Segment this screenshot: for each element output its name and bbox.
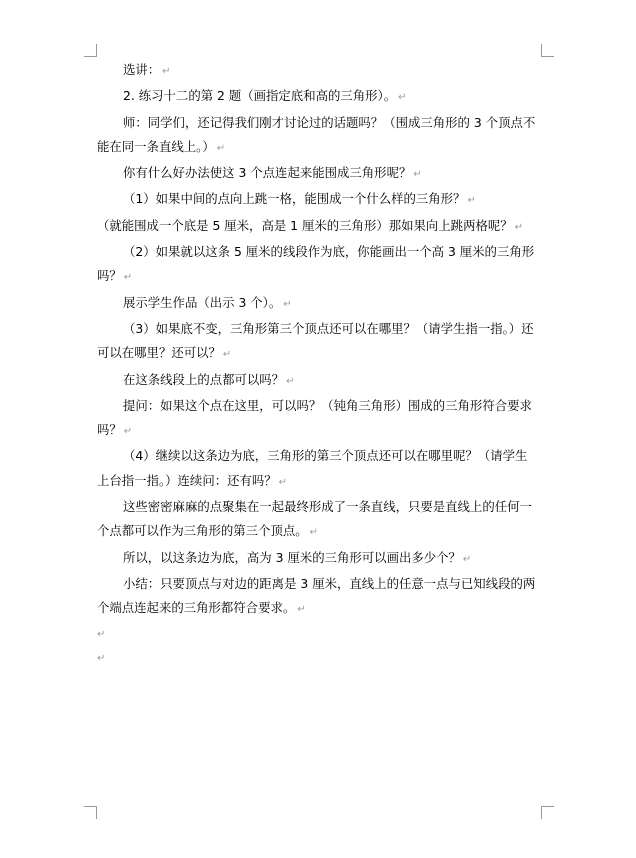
document-body[interactable]: [97, 58, 543, 671]
paragraph-line: 师：同学们，还记得我们刚才讨论过的话题吗？（围成三角形的 3 个顶点不: [123, 114, 536, 130]
paragraph-mark-icon: ↵: [222, 349, 232, 361]
paragraph-line: 所以，以这条边为底，高为 3 厘米的三角形可以画出多少个？ ↵: [123, 549, 472, 565]
paragraph-line: 个端点连起来的三角形都符合要求。 ↵: [97, 600, 306, 616]
paragraph-line: （2）如果就以这条 5 厘米的线段作为底，你能画出一个高 3 厘米的三角形: [123, 244, 535, 260]
paragraph-line: 展示学生作品（出示 3 个）。 ↵: [123, 294, 292, 310]
paragraph-line: 2. 练习十二的第 2 题（画指定底和高的三角形）。 ↵: [123, 88, 407, 104]
paragraph-mark-icon: ↵: [297, 604, 306, 616]
margin-corner-top-right: [541, 44, 554, 57]
paragraph-line: （3）如果底不变，三角形第三个顶点还可以在哪里？（请学生指一指。）还: [123, 320, 534, 336]
paragraph-mark-icon: ↵: [123, 426, 133, 438]
paragraph-mark-icon: ↵: [162, 66, 171, 77]
paragraph-line: 小结：只要顶点与对边的距离是 3 厘米，直线上的任意一点与已知线段的两: [123, 575, 536, 591]
empty-paragraph-mark-icon: ↵: [97, 628, 106, 640]
paragraph-line: 个点都可以作为三角形的第三个顶点。 ↵: [97, 523, 319, 539]
paragraph-mark-icon: ↵: [467, 195, 476, 207]
paragraph-line: 在这条线段上的点都可以吗？ ↵: [123, 371, 295, 387]
paragraph-line: 这些密密麻麻的点聚集在一起最终形成了一条直线，只要是直线上的任何一: [123, 499, 532, 515]
paragraph-mark-icon: ↵: [462, 553, 472, 565]
paragraph-line: 选讲： ↵: [123, 62, 171, 77]
paragraph-line: 吗？ ↵: [97, 422, 133, 438]
margin-corner-bottom-left: [84, 806, 97, 819]
paragraph-line: 能在同一条直线上。） ↵: [97, 138, 226, 154]
paragraph-line: 吗？ ↵: [97, 268, 133, 284]
paragraph-line: 提问：如果这个点在这里，可以吗？（钝角三角形）围成的三角形符合要求: [123, 397, 532, 413]
paragraph-line: （1）如果中间的点向上跳一格，能围成一个什么样的三角形？ ↵: [123, 191, 476, 207]
paragraph-line: 上台指一指。）连续问：还有吗？ ↵: [97, 472, 288, 488]
margin-corner-top-left: [84, 44, 97, 57]
empty-paragraph-mark-icon: ↵: [97, 652, 106, 664]
paragraph-line: 你有什么好办法使这 3 个点连起来能围成三角形呢？ ↵: [123, 165, 422, 181]
paragraph-mark-icon: ↵: [413, 169, 422, 181]
margin-corner-bottom-right: [541, 806, 554, 819]
paragraph-mark-icon: ↵: [398, 92, 407, 104]
paragraph-mark-icon: ↵: [216, 142, 226, 154]
paragraph-mark-icon: ↵: [309, 527, 319, 539]
paragraph-mark-icon: ↵: [283, 298, 292, 310]
paragraph-mark-icon: ↵: [123, 272, 133, 284]
paragraph-line: （4）继续以这条边为底，三角形的第三个顶点还可以在哪里呢？（请学生: [123, 448, 528, 464]
paragraph-mark-icon: ↵: [286, 375, 295, 387]
paragraph-mark-icon: ↵: [278, 476, 288, 488]
paragraph-line: （就能围成一个底是 5 厘米，高是 1 厘米的三角形）那如果向上跳两格呢？ ↵: [97, 217, 524, 233]
paragraph-mark-icon: ↵: [514, 221, 524, 233]
paragraph-line: 可以在哪里？还可以？ ↵: [97, 345, 232, 361]
